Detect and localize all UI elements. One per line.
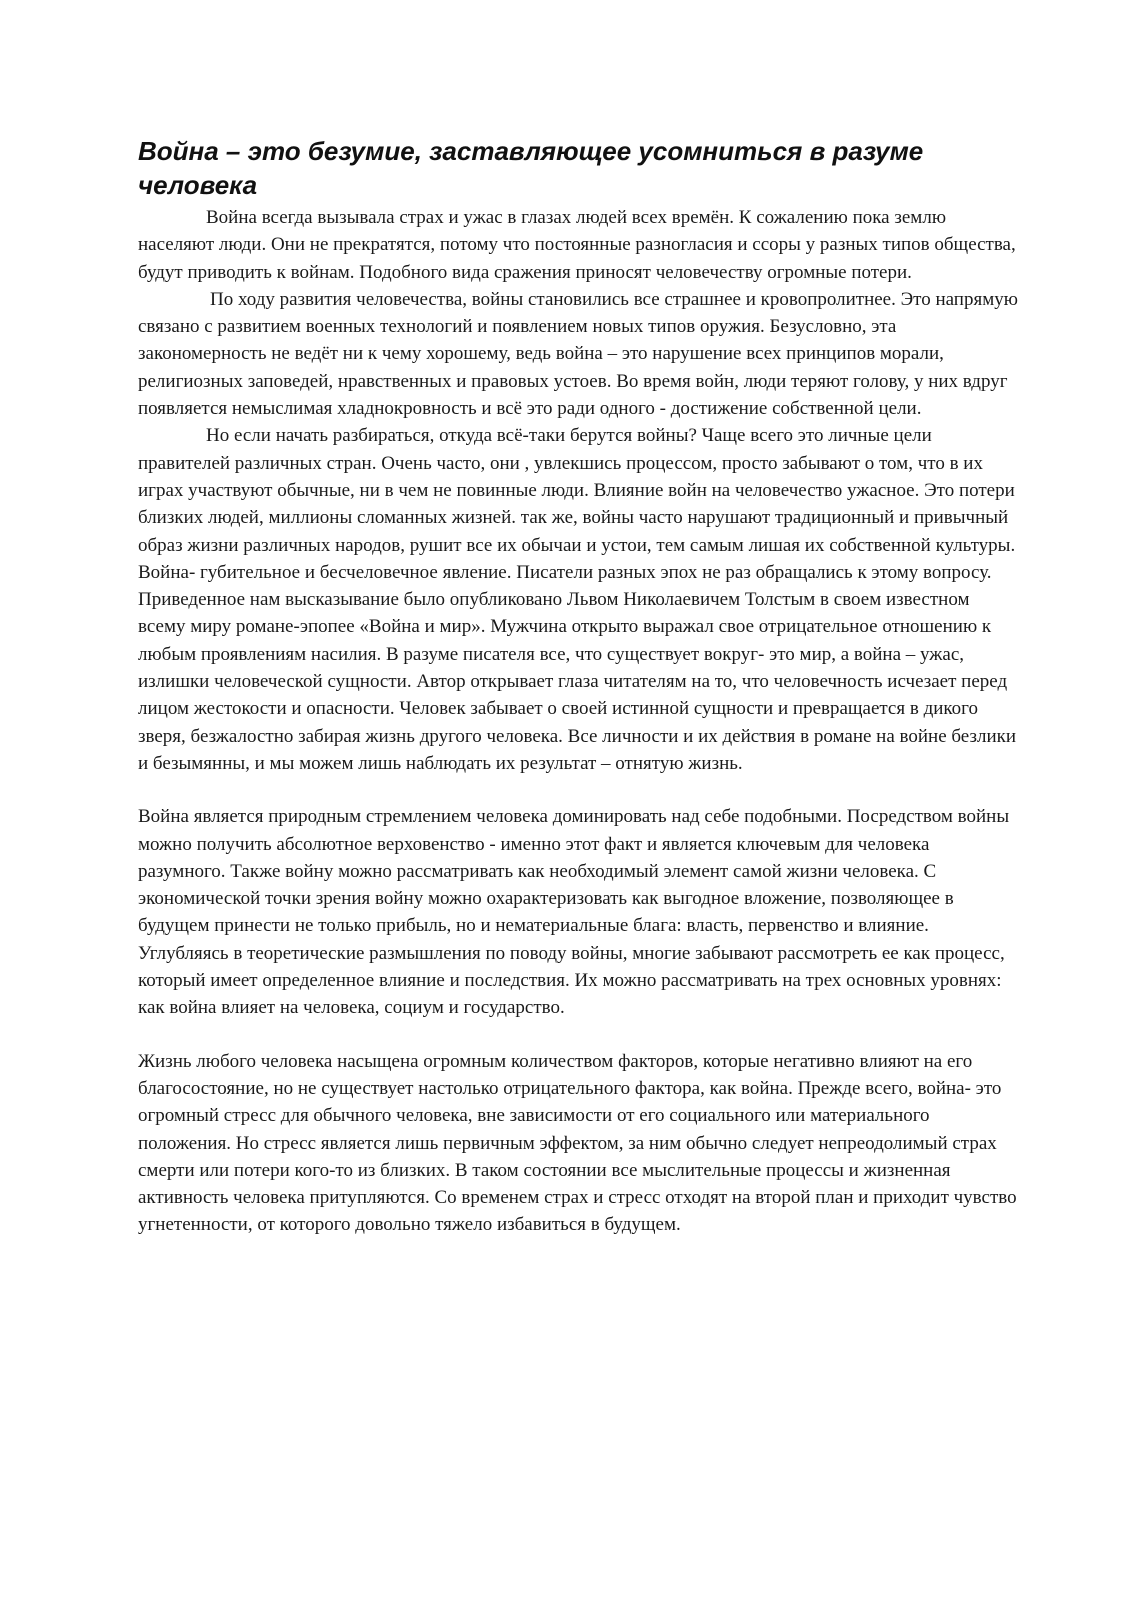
document-title: Война – это безумие, заставляющее усомниться в разуме человека (138, 136, 924, 200)
paragraph-4: Война является природным стремлением человека доминировать над себе подобными. Посредством войны можно получить абсолютное верховенство - именно этот факт и является ключевым для человека разумного. Также войну можно рассматривать как необходимый элемент самой жизни человека. С экономической точки зрения войну можно охарактеризовать как выгодное вложение, позволяющее в будущем принести не только прибыль, но и нематериальные блага: власть, первенство и влияние. Углубляясь в теоретические размышления по поводу войны, многие забывают рассмотреть ее как процесс, который имеет определенное влияние и последствия. Их можно рассматривать на трех основных уровнях: как война влияет на человека, социум и государство. (138, 806, 1010, 1019)
paragraph-3: Но если начать разбираться, откуда всё-таки берутся войны? Чаще всего это личные цели правителей различных стран. Очень часто, они , увлекшись процессом, просто забывают о том, что в их играх участвуют обычные, ни в чем не повинные люди. Влияние войн на человечество ужасное. Это потери близких людей, миллионы сломанных жизней. так же, войны часто нарушают традиционный и привычный образ жизни различных народов, рушит все их обычаи и устои, тем самым лишая их собственной культуры. Война- губительное и бесчеловечное явление. Писатели разных эпох не раз обращались к этому вопросу. Приведенное нам высказывание было опубликовано Львом Николаевичем Толстым в своем известном всему миру романе-эпопее «Война и мир». Мужчина открыто выражал свое отрицательное отношению к любым проявлениям насилия. В разуме писателя все, что существует вокруг- это мир, а война – ужас, излишки человеческой сущности. Автор открывает глаза читателям на то, что человечность исчезает перед лицом жестокости и опасности. Человек забывает о своей истинной сущности и превращается в дикого зверя, безжалостно забирая жизнь другого человека. Все личности и их действия в романе на войне безлики и безымянны, и мы можем лишь наблюдать их результат – отнятую жизнь. (138, 425, 1017, 774)
paragraph-2: По ходу развития человечества, войны становились все страшнее и кровопролитнее. Это напрямую связано с развитием военных технологий и появлением новых типов оружия. Безусловно, эта закономерность не ведёт ни к чему хорошему, ведь война – это нарушение всех принципов морали, религиозных заповедей, нравственных и правовых устоев. Во время войн, люди теряют голову, у них вдруг появляется немыслимая хладнокровность и всё это ради одного - достижение собственной цели. (138, 288, 1018, 420)
paragraph-5: Жизнь любого человека насыщена огромным количеством факторов, которые негативно влияют на его благосостояние, но не существует настолько отрицательного фактора, как война. Прежде всего, война- это огромный стресс для обычного человека, вне зависимости от его социального или материального положения. Но стресс является лишь первичным эффектом, за ним обычно следует непреодолимый страх смерти или потери кого-то из близких. В таком состоянии все мыслительные процессы и жизненная активность человека притупляются. Со временем страх и стресс отходят на второй план и приходит чувство угнетенности, от которого довольно тяжело избавиться в будущем. (138, 1050, 1017, 1236)
paragraph-1: Война всегда вызывала страх и ужас в глазах людей всех времён. К сожалению пока землю населяют люди. Они не прекратятся, потому что постоянные разногласия и ссоры у разных типов общества, будут приводить к войнам. Подобного вида сражения приносят человечеству огромные потери. (138, 207, 1016, 283)
document-page (138, 134, 1018, 1239)
